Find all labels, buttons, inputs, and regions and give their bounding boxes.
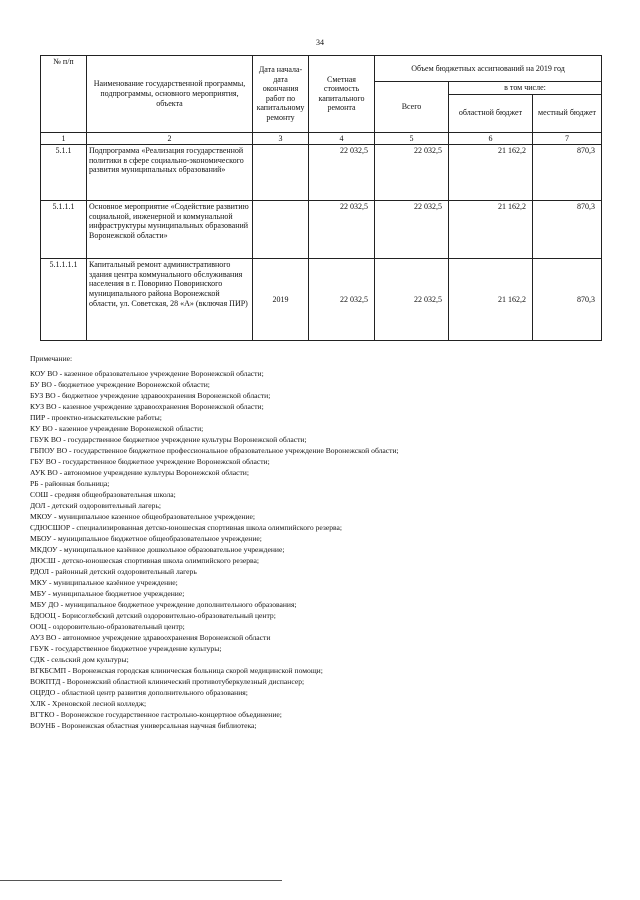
table-row (41, 145, 602, 201)
col-number: 1 (41, 132, 87, 145)
table-row (41, 201, 602, 259)
col-number: 4 (309, 132, 375, 145)
abbreviation-item: СДК - сельский дом культуры; (30, 655, 129, 664)
notes-heading: Примечание: (30, 354, 73, 363)
row-total: 22 032,5 (375, 259, 449, 341)
abbreviation-item: БУ ВО - бюджетное учреждение Воронежской области; (30, 380, 210, 389)
footer-divider (0, 880, 282, 881)
header-total: Всего (375, 82, 449, 133)
row-regional: 21 162,2 (449, 201, 533, 259)
abbreviation-item: БУЗ ВО - бюджетное учреждение здравоохранения Воронежской области; (30, 391, 271, 400)
row-num: 5.1.1 (41, 145, 87, 201)
abbreviation-item: МКОУ - муниципальное казенное общеобразовательное учреждение; (30, 512, 255, 521)
row-total: 22 032,5 (375, 201, 449, 259)
abbreviation-list (30, 368, 630, 731)
row-num: 5.1.1.1 (41, 201, 87, 259)
header-name: Наименование государственной программы, подпрограммы, основного мероприятия, объекта (87, 56, 253, 133)
row-cost: 22 032,5 (309, 259, 375, 341)
header-budget: Объем бюджетных ассигнований на 2019 год (375, 56, 602, 82)
row-local: 870,3 (533, 145, 602, 201)
abbreviation-item: ВОУНБ - Воронежская областная универсальная научная библиотека; (30, 721, 257, 730)
abbreviation-item: АУК ВО - автономное учреждение культуры Воронежской области; (30, 468, 249, 477)
row-total: 22 032,5 (375, 145, 449, 201)
abbreviation-item: ДЮСШ - детско-юношеская спортивная школа олимпийского резерва; (30, 556, 259, 565)
row-date (253, 201, 309, 259)
row-cost: 22 032,5 (309, 145, 375, 201)
abbreviation-item: КОУ ВО - казенное образовательное учреждение Воронежской области; (30, 369, 264, 378)
abbreviation-item: ОЦРДО - областной центр развития дополнительного образования; (30, 688, 248, 697)
row-name: Подпрограмма «Реализация государственной политики в сфере социально-экономического развития муниципальных образований» (87, 145, 253, 201)
col-number: 7 (533, 132, 602, 145)
capital-repair-table (40, 55, 602, 341)
abbreviation-item: ПИР - проектно-изыскательские работы; (30, 413, 162, 422)
abbreviation-item: ВГТКО - Воронежское государственное гастрольно-концертное объединение; (30, 710, 282, 719)
abbreviation-item: МКУ - муниципальное казённое учреждение; (30, 578, 178, 587)
abbreviation-item: КУЗ ВО - казенное учреждение здравоохранения Воронежской области; (30, 402, 264, 411)
abbreviation-item: ВОКПТД - Воронежский областной клинический противотуберкулезный диспансер; (30, 677, 305, 686)
abbreviation-item: ГБПОУ ВО - государственное бюджетное профессиональное образовательное учреждение Воронежской области; (30, 446, 399, 455)
row-date (253, 145, 309, 201)
abbreviation-item: ХЛК - Хреновской лесной колледж; (30, 699, 147, 708)
row-regional: 21 162,2 (449, 145, 533, 201)
row-local: 870,3 (533, 259, 602, 341)
row-name: Основное мероприятие «Содействие развитию социальной, инженерной и коммунальной инфраструктуры муниципальных образований Воронежской области» (87, 201, 253, 259)
page-number: 34 (316, 38, 324, 47)
header-cost: Сметная стоимость капитального ремонта (309, 56, 375, 133)
abbreviation-item: ВГКБСМП - Воронежская городская клиническая больница скорой медицинской помощи; (30, 666, 323, 675)
notes-section (30, 353, 630, 731)
abbreviation-item: СОШ - средняя общеобразовательная школа; (30, 490, 176, 499)
abbreviation-item: МБУ ДО - муниципальное бюджетное учреждение дополнительного образования; (30, 600, 297, 609)
header-including: в том числе: (449, 82, 602, 95)
abbreviation-item: РБ - районная больница; (30, 479, 110, 488)
abbreviation-item: СДЮСШОР - специализированная детско-юношеская спортивная школа олимпийского резерва; (30, 523, 343, 532)
header-local: местный бюджет (533, 94, 602, 132)
row-name: Капитальный ремонт административного здания центра коммунального обслуживания населения в г. Поворино Поворинского муниципального района Воронежской области, ул. Советская, 28 «А» (включая ПИР) (87, 259, 253, 341)
row-regional: 21 162,2 (449, 259, 533, 341)
col-number: 2 (87, 132, 253, 145)
abbreviation-item: ООЦ - оздоровительно-образовательный центр; (30, 622, 185, 631)
abbreviation-item: КУ ВО - казенное учреждение Воронежской области; (30, 424, 204, 433)
abbreviation-item: АУЗ ВО - автономное учреждение здравоохранения Воронежской области (30, 633, 271, 642)
row-num: 5.1.1.1.1 (41, 259, 87, 341)
table-row (41, 259, 602, 341)
column-numbers-row (41, 132, 602, 145)
abbreviation-item: МБОУ - муниципальное бюджетное общеобразовательное учреждение; (30, 534, 262, 543)
col-number: 6 (449, 132, 533, 145)
abbreviation-item: ДОЛ - детский оздоровительный лагерь; (30, 501, 162, 510)
row-local: 870,3 (533, 201, 602, 259)
abbreviation-item: ГБУК ВО - государственное бюджетное учреждение культуры Воронежской области; (30, 435, 307, 444)
header-regional: областной бюджет (449, 94, 533, 132)
row-cost: 22 032,5 (309, 201, 375, 259)
header-date: Дата начала-дата окончания работ по капитальному ремонту (253, 56, 309, 133)
header-num: № п/п (41, 56, 87, 133)
abbreviation-item: РДОЛ - районный детский оздоровительный лагерь (30, 567, 197, 576)
abbreviation-item: МБУ - муниципальное бюджетное учреждение; (30, 589, 185, 598)
abbreviation-item: ГБУ ВО - государственное бюджетное учреждение Воронежской области; (30, 457, 270, 466)
abbreviation-item: БДООЦ - Борисоглебский детский оздоровительно-образовательный центр; (30, 611, 276, 620)
col-number: 5 (375, 132, 449, 145)
abbreviation-item: МКДОУ - муниципальное казённое дошкольное образовательное учреждение; (30, 545, 285, 554)
col-number: 3 (253, 132, 309, 145)
row-date: 2019 (253, 259, 309, 341)
abbreviation-item: ГБУК - государственное бюджетное учреждение культуры; (30, 644, 222, 653)
